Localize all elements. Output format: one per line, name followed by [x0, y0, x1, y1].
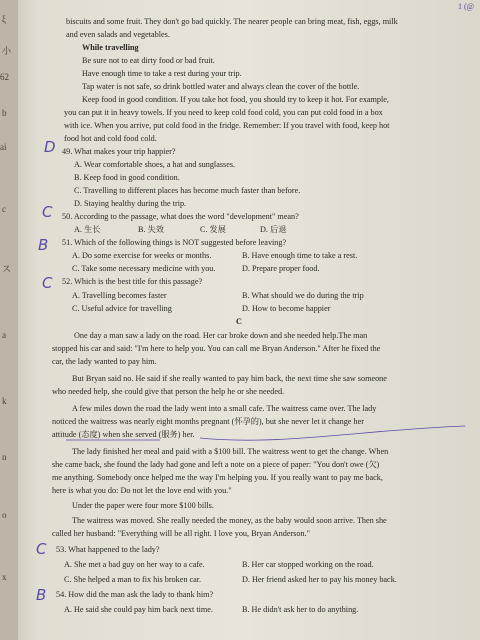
corner-mark: 1 (@: [457, 2, 474, 11]
margin-mark: k: [2, 396, 7, 406]
option: A. Wear comfortable shoes, a hat and sunglasses.: [74, 160, 236, 169]
question-54: 54. How did the man ask the lady to thank him?: [56, 590, 214, 599]
option: B. Her car stopped working on the road.: [242, 560, 374, 569]
text-line: car, the lady wanted to pay him.: [52, 357, 157, 366]
section-heading: While travelling: [82, 43, 139, 52]
margin-mark: x: [2, 572, 7, 582]
question-53: 53. What happened to the lady?: [56, 545, 160, 554]
option: B. 失效: [138, 225, 164, 234]
text-line: The waitress was moved. She really needed the money, as the baby would soon arrive. Then she: [72, 516, 387, 525]
option: D. 后退: [260, 225, 287, 234]
option: D. Her friend asked her to pay his money back.: [242, 575, 397, 584]
option: C. Take some necessary medicine with you.: [72, 264, 216, 273]
text-line: noticed the waitress was nearly eight months pregnant (怀孕的), but she never let it change her: [52, 417, 364, 426]
option: B. He didn't ask her to do anything.: [242, 605, 359, 614]
margin-mark: 小: [2, 46, 12, 56]
text-line: you can put it in heavy towels. If you need to keep cold food cold, you can put cold food in a box: [64, 108, 383, 117]
option: C. Travelling to different places has become much faster than before.: [74, 186, 301, 195]
option: D. Prepare proper food.: [242, 264, 320, 273]
option: C. Useful advice for travelling: [72, 304, 172, 313]
option: A. Do some exercise for weeks or months.: [72, 251, 212, 260]
option: D. How to become happier: [242, 304, 331, 313]
option: A. She met a bad guy on her way to a cafe.: [64, 560, 205, 569]
option: C. She helped a man to fix his broken car.: [64, 575, 202, 584]
text-line: stopped his car and said: "I'm here to help you. You can call me Bryan Anderson." After he fixed the: [52, 344, 381, 353]
question-52: 52. Which is the best title for this passage?: [62, 277, 203, 286]
handwritten-answer: D: [44, 138, 56, 156]
option: B. What should we do during the trip: [242, 291, 364, 300]
text-line: attitude (态度) when she served (服务) her.: [52, 430, 195, 439]
text-line: A few miles down the road the lady went into a small cafe. The waitress came over. The lady: [72, 404, 377, 413]
text-line: Keep food in good condition. If you take hot food, you should try to keep it hot. For example,: [82, 95, 389, 104]
margin-mark: 62: [0, 72, 9, 82]
text-line: with ice. When you arrive, put cold food in the fridge. Remember: If you travel with food, keep hot: [64, 121, 390, 130]
option: A. Travelling becomes faster: [72, 291, 167, 300]
margin-mark: a: [2, 330, 6, 340]
text-line: me anything. Somebody once helped me the way I'm helping you. If you really want to pay me back,: [52, 473, 383, 482]
option: A. 生长: [74, 225, 101, 234]
option: C. 发展: [200, 225, 226, 234]
text-line: Be sure not to eat dirty food or bad fruit.: [82, 56, 215, 65]
section-letter: C: [236, 317, 242, 326]
option: D. Staying healthy during the trip.: [74, 199, 187, 208]
text-line: she came back, she found the lady had gone and left a note on a piece of paper: "You don't owe (欠): [52, 460, 380, 469]
margin-mark: ス: [2, 264, 12, 274]
margin-mark: o: [2, 510, 7, 520]
margin-mark: b: [2, 108, 7, 118]
option: B. Keep food in good condition.: [74, 173, 180, 182]
margin-mark: ai: [0, 142, 7, 152]
question-50: 50. According to the passage, what does the word "development" mean?: [62, 212, 299, 221]
text-line: called her husband: "Everything will be all right. I love you, Bryan Anderson.": [52, 529, 310, 538]
question-51: 51. Which of the following things is NOT suggested before leaving?: [62, 238, 287, 247]
handwritten-answer: B: [36, 586, 47, 604]
text-line: here is what you do: Do not let the love end with you.": [52, 486, 232, 495]
text-line: who needed help, she could give that person the help he or she needed.: [52, 387, 285, 396]
text-line: and even salads and vegetables.: [66, 30, 170, 39]
text-line: biscuits and some fruit. They don't go bad quickly. The nearer people can bring meat, fish, eggs, milk: [66, 17, 398, 26]
margin-mark: n: [2, 452, 7, 462]
text-line: Under the paper were four more $100 bills.: [72, 501, 214, 510]
question-49: 49. What makes your trip happier?: [62, 147, 176, 156]
text-line: Tap water is not safe, so drink bottled water and always clean the cover of the bottle.: [82, 82, 360, 91]
handwritten-answer: C: [42, 274, 53, 292]
option: B. Have enough time to take a rest.: [242, 251, 358, 260]
text-line: The lady finished her meal and paid with a $100 bill. The waitress went to get the change. When: [72, 447, 389, 456]
handwritten-answer: B: [38, 236, 49, 254]
handwritten-answer: C: [42, 203, 53, 221]
option: A. He said she could pay him back next time.: [64, 605, 213, 614]
text-line: Have enough time to take a rest during your trip.: [82, 69, 242, 78]
text-line: One day a man saw a lady on the road. Her car broke down and she needed help.The man: [74, 331, 368, 340]
margin-mark: ξ: [2, 14, 7, 24]
margin-mark: c: [2, 204, 6, 214]
text-line: food hot and cold food cold.: [64, 134, 157, 143]
handwritten-answer: C: [36, 540, 47, 558]
underline-stroke: [200, 426, 465, 440]
text-line: But Bryan said no. He said if she really wanted to pay him back, the next time she saw someone: [72, 374, 387, 383]
